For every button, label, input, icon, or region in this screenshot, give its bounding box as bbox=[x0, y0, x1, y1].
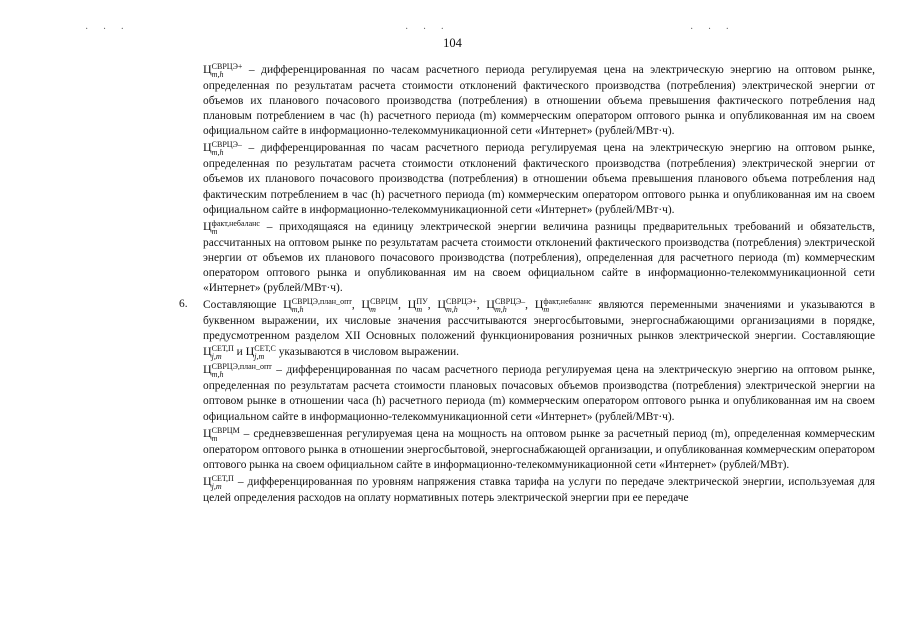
symbol-superscript: факт,небаланс bbox=[211, 218, 260, 228]
symbol-subscript: m,h bbox=[211, 148, 224, 158]
symbol-base: Ц bbox=[203, 344, 212, 359]
symbol-base: Ц bbox=[534, 297, 544, 312]
definition-entry bbox=[203, 62, 875, 139]
price-symbol bbox=[203, 344, 234, 362]
text-run: , bbox=[525, 299, 535, 312]
symbol-superscript: СВРЦМ bbox=[370, 297, 399, 307]
definition-entry bbox=[203, 362, 875, 424]
text-run: – дифференцированная по часам расчетного периода регулируемая цена на электрическую энергию на оптовом рынке, определенная по результатам расчета стоимости плановых почасовых объемов производства (потребления) электрической энергии на оптовом рынке в отношении часа (h) расчетного периода (m) коммерческим оператором оптового рынка и опубликованная им на своем официальном сайте в информационно-телекоммуникационной сети «Интернет» (рублей/МВт·ч). bbox=[203, 364, 875, 423]
symbol-superscript: ПУ bbox=[416, 297, 428, 307]
symbol-base: Ц bbox=[283, 297, 292, 312]
symbol-subscript: m,h bbox=[211, 70, 224, 79]
symbol-base: Ц bbox=[203, 362, 212, 377]
scan-artifact: · · · bbox=[690, 24, 735, 35]
price-symbol bbox=[486, 297, 526, 315]
text-run: – дифференцированная по часам расчетного периода регулируемая цена на электрическую энергию на оптовом рынке, определенная по результатам расчета стоимости отклонений фактического производства (потребления) электрической энергии от объемов их планового почасового производства (потребления) в отношении объема превышения фактического потребления над плановым потреблением в час (h) расчетного периода (m) коммерческим оператором оптового рынка и опубликованная им на своем официальном сайте в информационно-телекоммуникационной сети «Интернет» (рублей/МВт·ч). bbox=[203, 64, 875, 138]
price-symbol bbox=[203, 62, 243, 79]
text-run: , bbox=[427, 299, 438, 312]
text-run: , bbox=[476, 299, 487, 312]
symbol-superscript: СВРЦЭ+ bbox=[446, 297, 477, 307]
symbol-base: Ц bbox=[245, 344, 255, 359]
text-run: и bbox=[233, 346, 246, 359]
symbol-superscript: СЕТ,П bbox=[211, 473, 234, 483]
symbol-subscript: m bbox=[370, 305, 376, 315]
page-number: 104 bbox=[443, 36, 462, 50]
symbol-superscript: СЕТ,П bbox=[211, 344, 234, 354]
symbol-superscript: СВРЦЭ+ bbox=[211, 62, 243, 71]
price-symbol bbox=[361, 297, 399, 315]
text-run: указываются в числовом выражении. bbox=[275, 346, 459, 359]
definition-entry bbox=[203, 140, 875, 217]
definition-entry bbox=[203, 474, 875, 506]
definitions-bottom bbox=[203, 362, 875, 506]
symbol-subscript: j,m bbox=[211, 481, 222, 491]
text-run: – дифференцированная по часам расчетного периода регулируемая цена на электрическую энергию на оптовом рынке, определенная по результатам расчета стоимости отклонений фактического производства (потребления) электрической энергии от объемов их планового почасового производства (потребления) в отношении объема превышения планового объема потребления над фактическим потреблением в час (h) расчетного периода (m) коммерческим оператором оптового рынка и опубликованная им на своем официальном сайте в информационно-телекоммуникационной сети «Интернет» (рублей/МВт·ч). bbox=[203, 142, 875, 216]
symbol-superscript: СВРЦЭ,план_опт bbox=[291, 297, 352, 307]
item-number: 6. bbox=[179, 298, 188, 311]
symbol-superscript: СВРЦЭ– bbox=[494, 297, 526, 307]
price-symbol bbox=[534, 297, 592, 315]
text-run: являются переменными значениями и указываются в буквенном выражении, их числовые значения рассчитываются энергосбытовыми, энергоснабжающими организациями в порядке, предусмотренном разделом XII Основных положений функционирования розничных рынков электрической энергии. Составляющие bbox=[203, 299, 875, 343]
price-symbol bbox=[203, 218, 260, 236]
symbol-subscript: m,h bbox=[446, 305, 458, 315]
price-symbol bbox=[203, 473, 234, 491]
symbol-base: Ц bbox=[407, 297, 417, 312]
text-run: , bbox=[351, 299, 362, 312]
symbol-subscript: m bbox=[211, 433, 218, 443]
text-run: Составляющие bbox=[203, 299, 284, 312]
price-symbol bbox=[437, 297, 477, 315]
document-body bbox=[179, 62, 875, 507]
text-run: – средневзвешенная регулируемая цена на мощность на оптовом рынке за расчетный период (m), определенная коммерческим оператором оптового рынка в отношении энергосбытовой, энергоснабжающей организации, и опубликованная коммерческим оператором оптового рынка на своем официальном сайте в информационно-телекоммуникационной сети «Интернет» (рублей/МВт). bbox=[203, 427, 875, 471]
price-symbol bbox=[245, 344, 276, 362]
price-symbol bbox=[203, 140, 242, 158]
symbol-subscript: j,m bbox=[211, 352, 222, 362]
symbol-superscript: СВРЦЭ– bbox=[211, 140, 242, 150]
symbol-subscript: m bbox=[211, 226, 218, 236]
symbol-base: Ц bbox=[203, 62, 212, 76]
symbol-base: Ц bbox=[203, 425, 212, 440]
definition-entry bbox=[203, 219, 875, 296]
symbol-base: Ц bbox=[203, 218, 212, 233]
symbol-base: Ц bbox=[437, 297, 447, 312]
price-symbol bbox=[203, 362, 272, 380]
symbol-base: Ц bbox=[361, 297, 371, 312]
symbol-base: Ц bbox=[486, 297, 495, 312]
text-run: , bbox=[398, 299, 408, 312]
list-item-6 bbox=[179, 297, 875, 362]
definition-entry bbox=[203, 426, 875, 473]
price-symbol bbox=[283, 297, 352, 315]
symbol-superscript: СВРЦМ bbox=[211, 425, 240, 435]
definitions-top bbox=[203, 62, 875, 296]
item-6-text bbox=[203, 297, 875, 361]
symbol-subscript: m,h bbox=[291, 305, 304, 315]
symbol-subscript: m bbox=[543, 305, 550, 315]
scan-artifact: · · · bbox=[85, 24, 130, 35]
text-run: – приходящаяся на единицу электрической энергии величина разницы предварительных требований и обязательств, рассчитанных на оптовом рынке по результатам расчета стоимости отклонений фактического производства (потребления) электрической энергии от объемов их планового почасового производства (потребления), определенная для расчетного периода (m) коммерческим оператором оптового рынка и опубликованная им на своем официальном сайте в информационно-телекоммуникационной сети «Интернет» (рублей/МВт·ч). bbox=[203, 220, 875, 295]
symbol-subscript: m,h bbox=[494, 305, 507, 315]
price-symbol bbox=[203, 425, 240, 443]
symbol-subscript: j,m bbox=[254, 352, 265, 362]
symbol-subscript: m bbox=[416, 305, 423, 315]
symbol-subscript: m,h bbox=[211, 370, 224, 380]
symbol-base: Ц bbox=[203, 140, 212, 155]
symbol-superscript: СВРЦЭ,план_опт bbox=[211, 362, 272, 372]
text-run: – дифференцированная по уровням напряжения ставка тарифа на услуги по передаче электрической энергии, используемая для целей определения расходов на оплату нормативных потерь электрической энергии при ее передаче bbox=[203, 475, 875, 504]
symbol-base: Ц bbox=[203, 473, 212, 488]
price-symbol bbox=[407, 297, 428, 315]
scan-artifact: · · · bbox=[405, 24, 450, 35]
symbol-superscript: СЕТ,С bbox=[254, 344, 276, 354]
symbol-superscript: факт,небаланс bbox=[543, 297, 592, 307]
